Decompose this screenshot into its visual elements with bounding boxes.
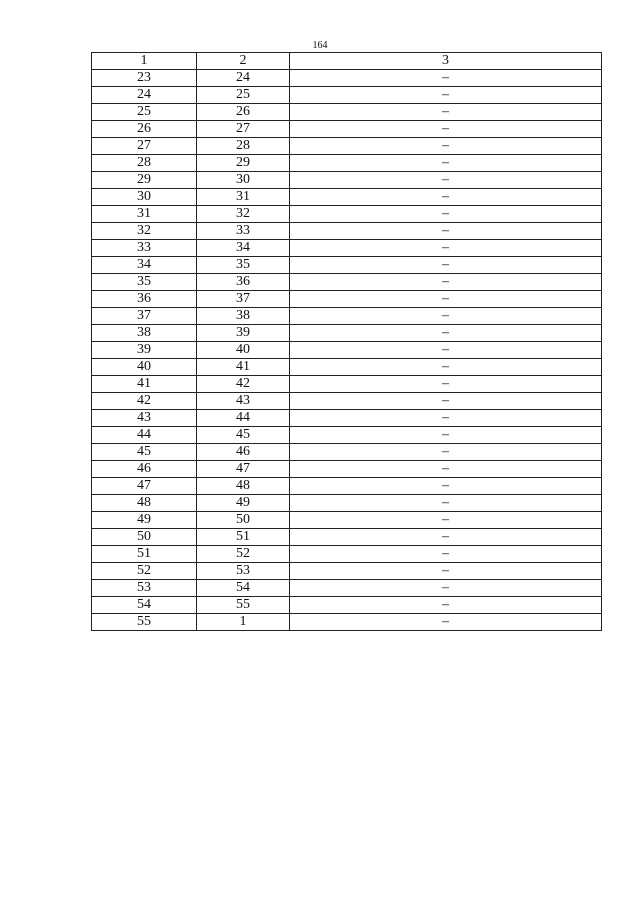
table-cell: – (290, 138, 602, 155)
table-cell: 40 (197, 342, 290, 359)
table-row (92, 580, 602, 597)
table-row (92, 325, 602, 342)
table-cell: – (290, 274, 602, 291)
table-cell: 27 (197, 121, 290, 138)
table-cell: 55 (197, 597, 290, 614)
table-row (92, 614, 602, 631)
table-cell: 48 (92, 495, 197, 512)
table-cell: 49 (92, 512, 197, 529)
table-cell: – (290, 580, 602, 597)
table-cell: 47 (92, 478, 197, 495)
table-row (92, 495, 602, 512)
table-cell: – (290, 461, 602, 478)
table-cell: – (290, 206, 602, 223)
table-row (92, 393, 602, 410)
table-cell: 44 (92, 427, 197, 444)
table-row (92, 274, 602, 291)
table-body (92, 53, 602, 631)
table-cell: – (290, 291, 602, 308)
table-cell: 33 (197, 223, 290, 240)
table-cell: 46 (92, 461, 197, 478)
table-cell: 42 (92, 393, 197, 410)
table-cell: 24 (92, 87, 197, 104)
table-cell: 50 (92, 529, 197, 546)
table-cell: 25 (92, 104, 197, 121)
table-row (92, 104, 602, 121)
table-row (92, 172, 602, 189)
table-row (92, 529, 602, 546)
table-cell: 26 (197, 104, 290, 121)
table-cell: 28 (197, 138, 290, 155)
table-cell: 27 (92, 138, 197, 155)
table-row (92, 240, 602, 257)
table-cell: – (290, 495, 602, 512)
table-row (92, 478, 602, 495)
table-row (92, 512, 602, 529)
table-cell: – (290, 597, 602, 614)
table-cell: 39 (92, 342, 197, 359)
table-cell: – (290, 614, 602, 631)
table-cell: – (290, 393, 602, 410)
column-header: 1 (92, 53, 197, 70)
table-cell: 53 (197, 563, 290, 580)
table-cell: 31 (197, 189, 290, 206)
table-cell: 1 (197, 614, 290, 631)
table-cell: – (290, 155, 602, 172)
table-cell: 34 (197, 240, 290, 257)
table-cell: 29 (197, 155, 290, 172)
table-row (92, 121, 602, 138)
table-row (92, 410, 602, 427)
table-row (92, 444, 602, 461)
table-cell: 49 (197, 495, 290, 512)
table-cell: 32 (197, 206, 290, 223)
table-cell: 28 (92, 155, 197, 172)
table-cell: – (290, 189, 602, 206)
table-row (92, 342, 602, 359)
table-cell: 52 (92, 563, 197, 580)
table-cell: – (290, 223, 602, 240)
table-cell: 33 (92, 240, 197, 257)
table-cell: – (290, 563, 602, 580)
table-row (92, 189, 602, 206)
table-cell: 23 (92, 70, 197, 87)
table-row (92, 461, 602, 478)
table-cell: 53 (92, 580, 197, 597)
table-cell: – (290, 427, 602, 444)
table-cell: 46 (197, 444, 290, 461)
table-row (92, 308, 602, 325)
page-number: 164 (312, 40, 328, 51)
column-header: 3 (290, 53, 602, 70)
table-cell: 54 (92, 597, 197, 614)
table-cell: – (290, 546, 602, 563)
table-cell: 42 (197, 376, 290, 393)
table-cell: – (290, 410, 602, 427)
table-cell: 52 (197, 546, 290, 563)
table-cell: – (290, 104, 602, 121)
table-cell: 38 (197, 308, 290, 325)
table-cell: – (290, 87, 602, 104)
table-cell: – (290, 478, 602, 495)
table-cell: 41 (197, 359, 290, 376)
table-cell: 36 (92, 291, 197, 308)
table-cell: – (290, 342, 602, 359)
table-row (92, 546, 602, 563)
table-cell: 35 (92, 274, 197, 291)
table-row (92, 359, 602, 376)
table-cell: 41 (92, 376, 197, 393)
table-row (92, 206, 602, 223)
table-cell: 31 (92, 206, 197, 223)
table-cell: – (290, 359, 602, 376)
table-cell: 37 (92, 308, 197, 325)
table-cell: 35 (197, 257, 290, 274)
table-cell: 43 (197, 393, 290, 410)
table-row (92, 597, 602, 614)
table-cell: – (290, 529, 602, 546)
table-cell: 45 (92, 444, 197, 461)
table-cell: – (290, 121, 602, 138)
table-cell: – (290, 376, 602, 393)
table-row (92, 138, 602, 155)
table-cell: 54 (197, 580, 290, 597)
table-cell: – (290, 308, 602, 325)
table-cell: – (290, 240, 602, 257)
table-cell: 24 (197, 70, 290, 87)
table-cell: 51 (197, 529, 290, 546)
table-cell: 36 (197, 274, 290, 291)
table-cell: 45 (197, 427, 290, 444)
table-row (92, 70, 602, 87)
column-header: 2 (197, 53, 290, 70)
table-cell: 48 (197, 478, 290, 495)
table-cell: 37 (197, 291, 290, 308)
table-cell: 25 (197, 87, 290, 104)
table-cell: 47 (197, 461, 290, 478)
table-cell: – (290, 512, 602, 529)
table-cell: 38 (92, 325, 197, 342)
table-header-row (92, 53, 602, 70)
table-cell: 40 (92, 359, 197, 376)
table-cell: 26 (92, 121, 197, 138)
table-row (92, 376, 602, 393)
table-cell: 29 (92, 172, 197, 189)
table-row (92, 155, 602, 172)
table-cell: 39 (197, 325, 290, 342)
table-row (92, 563, 602, 580)
table-cell: 30 (197, 172, 290, 189)
table-row (92, 257, 602, 274)
table-cell: – (290, 70, 602, 87)
table-cell: 43 (92, 410, 197, 427)
data-table (91, 52, 602, 631)
table-cell: – (290, 172, 602, 189)
table-row (92, 427, 602, 444)
table-row (92, 223, 602, 240)
table-cell: 30 (92, 189, 197, 206)
table-row (92, 87, 602, 104)
table-cell: – (290, 257, 602, 274)
table-row (92, 291, 602, 308)
table-cell: – (290, 325, 602, 342)
table-cell: 50 (197, 512, 290, 529)
table-cell: – (290, 444, 602, 461)
table-cell: 55 (92, 614, 197, 631)
table-cell: 34 (92, 257, 197, 274)
table-cell: 32 (92, 223, 197, 240)
table-cell: 44 (197, 410, 290, 427)
table-cell: 51 (92, 546, 197, 563)
